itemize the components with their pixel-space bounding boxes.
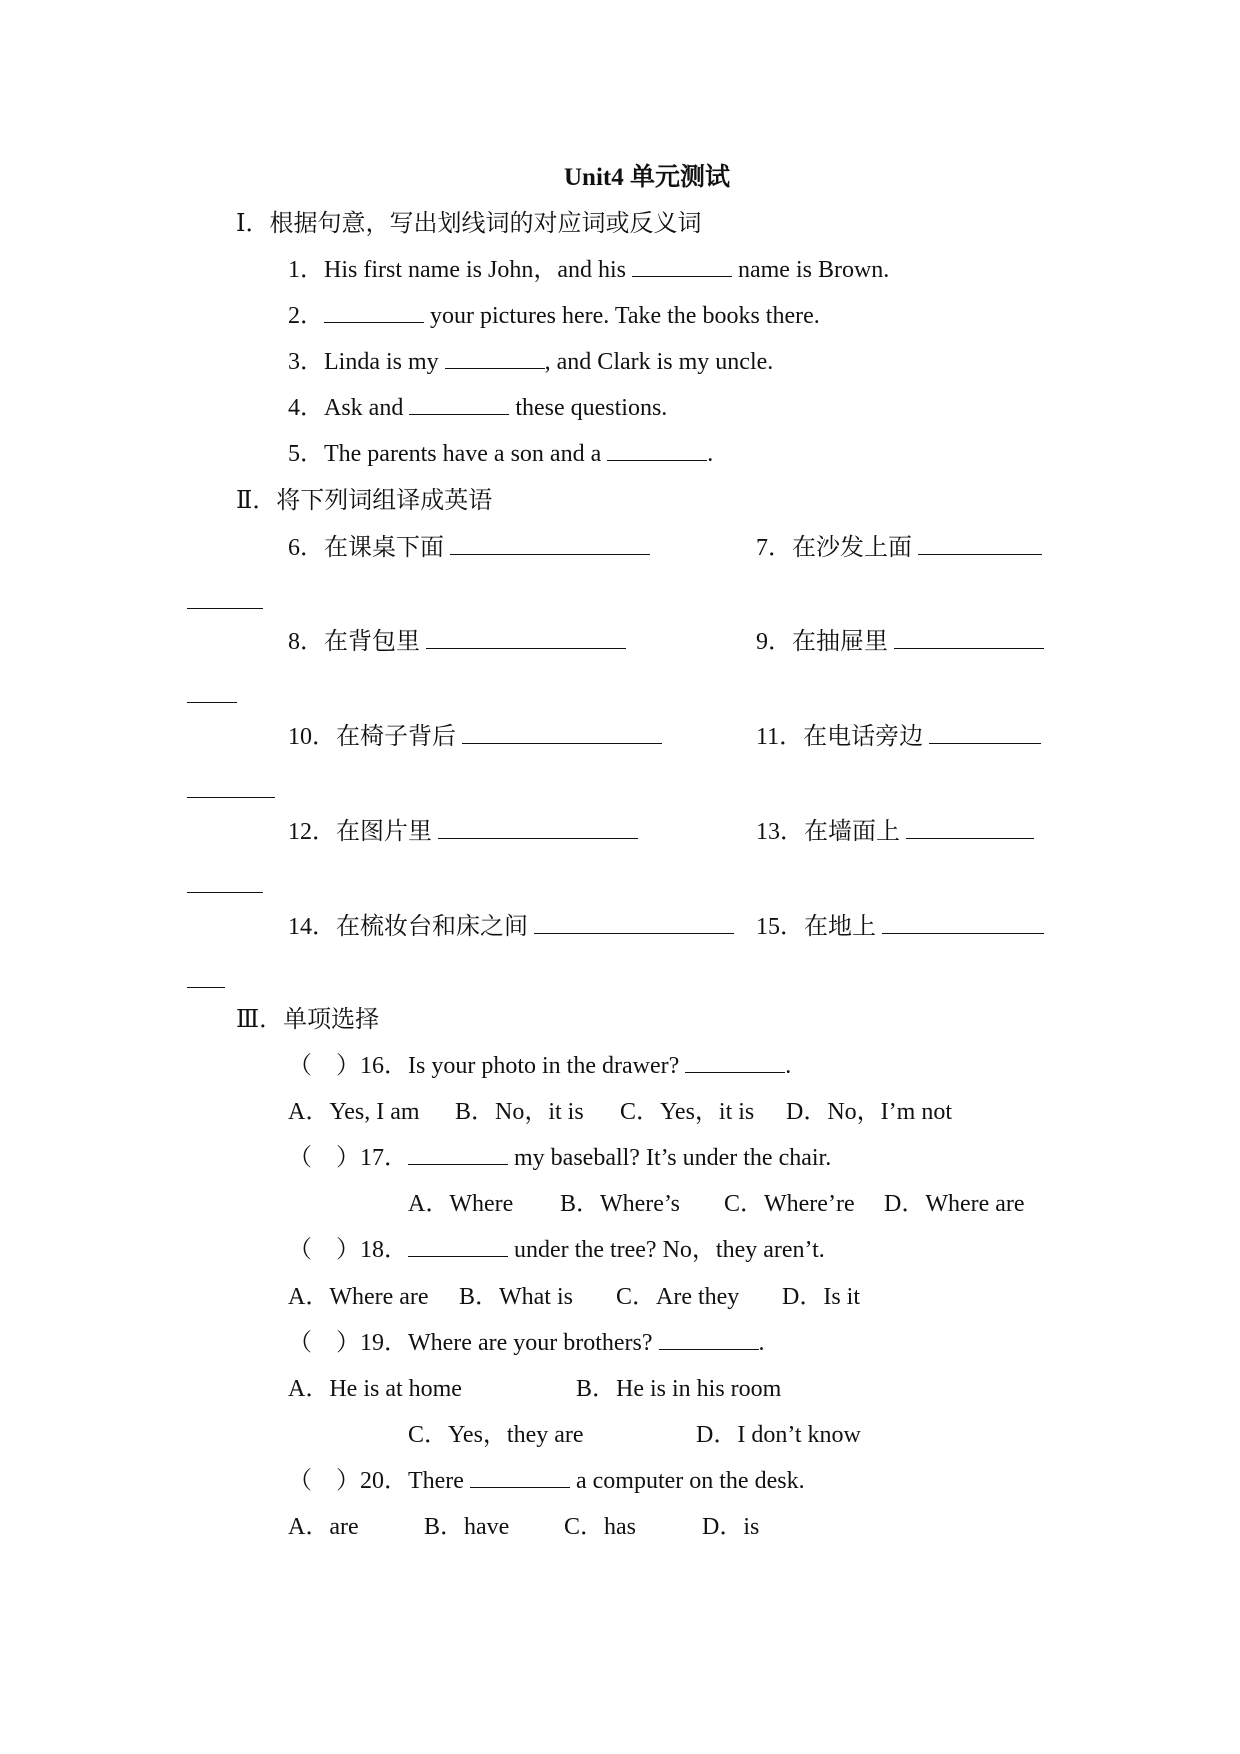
option-20b[interactable]: B．have [424, 1514, 510, 1540]
question-15 [756, 912, 1044, 942]
answer-blank[interactable] [438, 818, 638, 839]
question-10-text: 10．在椅子背后 [288, 724, 462, 750]
page-title: Unit4 单元测试 [564, 164, 730, 191]
option-17a[interactable]: A．Where [408, 1191, 514, 1217]
question-7-text: 7．在沙发上面 [756, 535, 918, 561]
question-17 [288, 1143, 831, 1173]
answer-blank[interactable] [408, 1144, 508, 1165]
question-4-text-before: 4．Ask and [288, 395, 410, 421]
answer-blank-continuation[interactable] [187, 682, 237, 703]
question-18 [288, 1235, 825, 1265]
question-19-text-before: （ ）19．Where are your brothers? [288, 1330, 659, 1356]
answer-blank[interactable] [450, 534, 650, 555]
question-13-text: 13．在墙面上 [756, 819, 906, 845]
answer-blank[interactable] [462, 723, 662, 744]
answer-blank-continuation[interactable] [187, 967, 225, 988]
section-3-heading: Ⅲ．单项选择 [236, 1007, 380, 1033]
question-1-text-before: 1．His first name is John，and his [288, 257, 632, 283]
option-18a[interactable]: A．Where are [288, 1284, 429, 1310]
question-6 [288, 533, 650, 563]
question-16-text-after: . [785, 1053, 792, 1079]
question-19-text-after: . [758, 1330, 765, 1356]
question-1-text-after: name is Brown. [731, 257, 890, 283]
answer-blank[interactable] [445, 348, 545, 369]
question-11-text: 11．在电话旁边 [756, 724, 930, 750]
question-14-text: 14．在梳妆台和床之间 [288, 914, 534, 940]
question-9 [756, 627, 1044, 657]
question-8-text: 8．在背包里 [288, 629, 426, 655]
question-3 [288, 347, 773, 377]
question-1 [288, 255, 889, 285]
answer-blank[interactable] [882, 913, 1044, 934]
question-20-text-before: （ ）20．There [288, 1468, 470, 1494]
question-3-text-after: , and Clark is my uncle. [544, 349, 774, 375]
question-16-text-before: （ ）16．Is your photo in the drawer? [288, 1053, 686, 1079]
option-16a[interactable]: A．Yes, I am [288, 1099, 420, 1125]
answer-blank[interactable] [659, 1329, 759, 1350]
option-20c[interactable]: C．has [564, 1514, 636, 1540]
question-14 [288, 912, 734, 942]
answer-blank[interactable] [894, 628, 1044, 649]
question-8 [288, 627, 626, 657]
question-9-text: 9．在抽屉里 [756, 629, 894, 655]
option-19b[interactable]: B．He is in his room [576, 1376, 782, 1402]
section-1-heading: Ⅰ．根据句意，写出划线词的对应词或反义词 [236, 211, 702, 237]
question-2-text-after: your pictures here. Take the books there. [424, 303, 820, 329]
option-16d[interactable]: D．No，I’m not [786, 1099, 952, 1125]
option-18c[interactable]: C．Are they [616, 1284, 740, 1310]
question-20-text-after: a computer on the desk. [569, 1468, 805, 1494]
option-19c[interactable]: C．Yes，they are [408, 1422, 584, 1448]
answer-blank[interactable] [685, 1052, 785, 1073]
answer-blank-continuation[interactable] [187, 588, 263, 609]
question-15-text: 15．在地上 [756, 914, 882, 940]
option-19a[interactable]: A．He is at home [288, 1376, 462, 1402]
question-16 [288, 1051, 791, 1081]
option-18b[interactable]: B．What is [459, 1284, 573, 1310]
question-10 [288, 722, 662, 752]
question-13 [756, 817, 1034, 847]
question-11 [756, 722, 1041, 752]
option-18d[interactable]: D．Is it [782, 1284, 860, 1310]
answer-blank[interactable] [470, 1467, 570, 1488]
option-17b[interactable]: B．Where’s [560, 1191, 680, 1217]
question-5-text-after: . [707, 441, 714, 467]
option-20d[interactable]: D．is [702, 1514, 760, 1540]
question-17-text-before: （ ）17． [288, 1145, 408, 1171]
answer-blank[interactable] [918, 534, 1042, 555]
question-4-text-after: these questions. [509, 395, 668, 421]
question-17-text-after: my baseball? It’s under the chair. [508, 1145, 832, 1171]
question-12-text: 12．在图片里 [288, 819, 438, 845]
answer-blank[interactable] [409, 394, 509, 415]
answer-blank[interactable] [534, 913, 734, 934]
section-2-heading: Ⅱ．将下列词组译成英语 [236, 488, 493, 514]
option-20a[interactable]: A．are [288, 1514, 359, 1540]
option-17d[interactable]: D．Where are [884, 1191, 1025, 1217]
question-7 [756, 533, 1042, 563]
question-2 [288, 301, 820, 331]
answer-blank[interactable] [324, 302, 424, 323]
question-6-text: 6．在课桌下面 [288, 535, 450, 561]
option-16b[interactable]: B．No，it is [455, 1099, 584, 1125]
question-5-text-before: 5．The parents have a son and a [288, 441, 608, 467]
question-18-text-before: （ ）18． [288, 1237, 408, 1263]
question-20 [288, 1466, 805, 1496]
option-16c[interactable]: C．Yes，it is [620, 1099, 755, 1125]
answer-blank[interactable] [607, 440, 707, 461]
answer-blank[interactable] [632, 256, 732, 277]
answer-blank[interactable] [426, 628, 626, 649]
answer-blank[interactable] [408, 1236, 508, 1257]
question-5 [288, 439, 713, 469]
question-2-text-before: 2． [288, 303, 324, 329]
answer-blank-continuation[interactable] [187, 777, 275, 798]
question-12 [288, 817, 638, 847]
answer-blank[interactable] [929, 723, 1041, 744]
question-18-text-after: under the tree? No，they aren’t. [508, 1237, 825, 1263]
option-17c[interactable]: C．Where’re [724, 1191, 855, 1217]
answer-blank-continuation[interactable] [187, 872, 263, 893]
answer-blank[interactable] [906, 818, 1034, 839]
option-19d[interactable]: D．I don’t know [696, 1422, 861, 1448]
question-19 [288, 1328, 765, 1358]
question-3-text-before: 3．Linda is my [288, 349, 445, 375]
question-4 [288, 393, 667, 423]
